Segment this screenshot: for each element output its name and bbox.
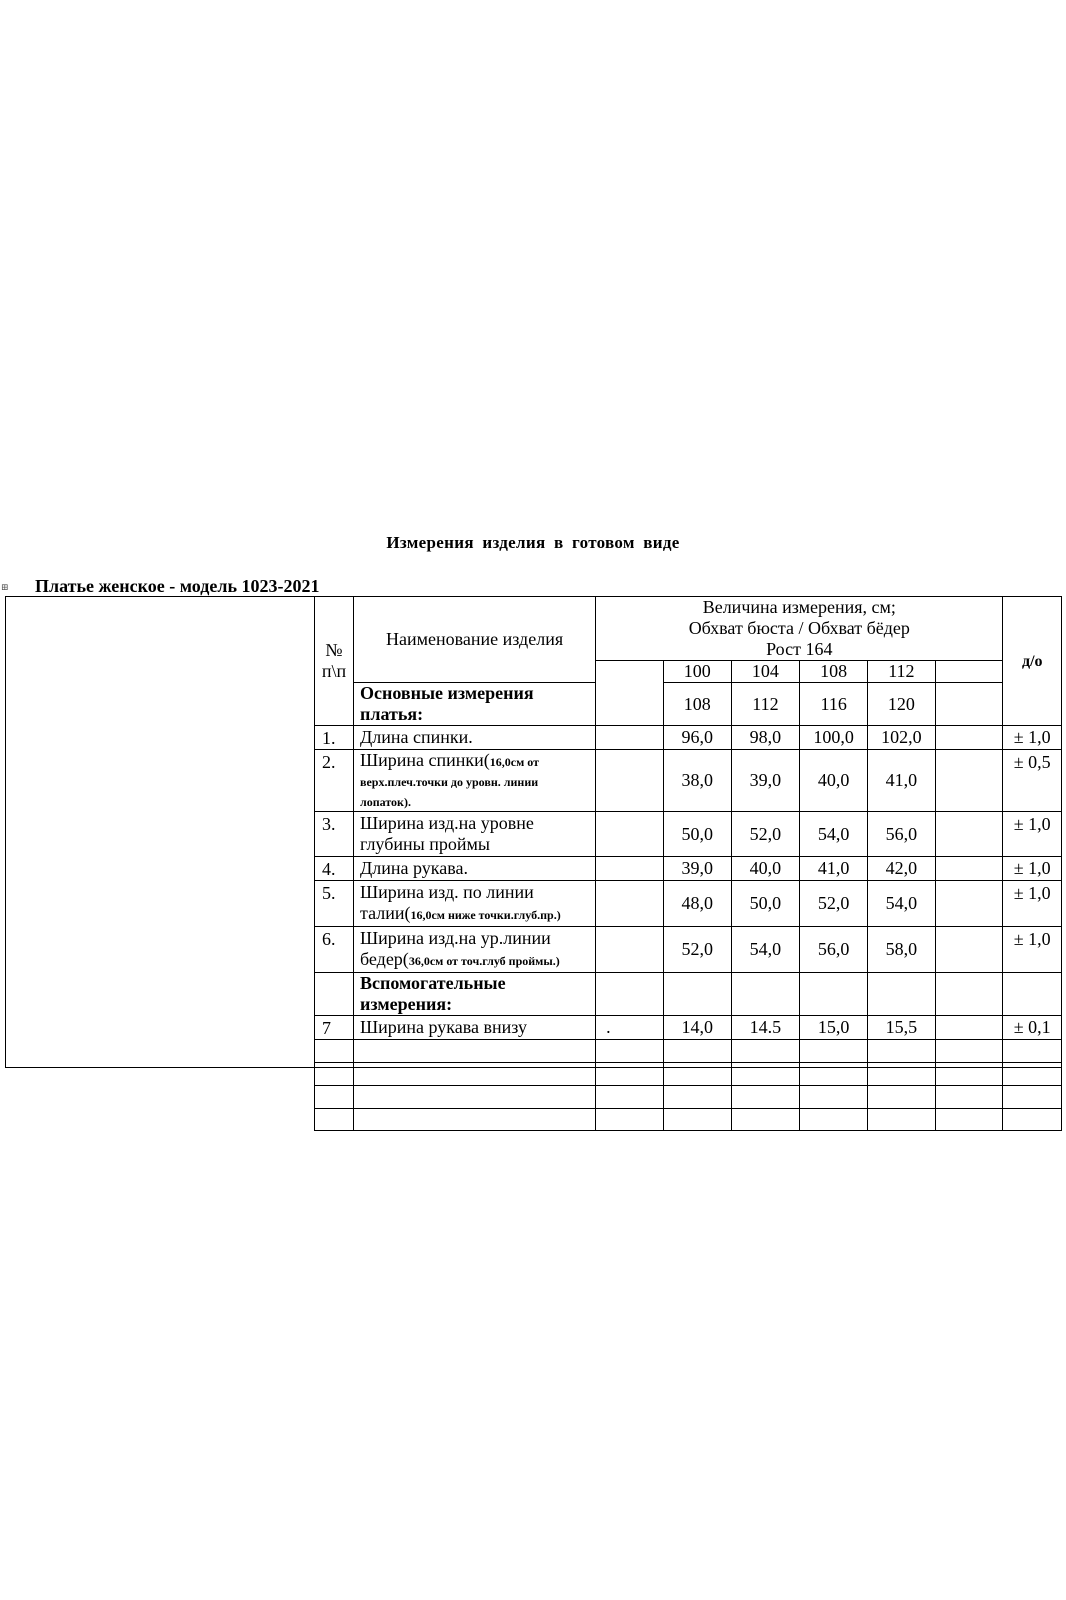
row-number: 1. <box>315 726 354 750</box>
empty-row <box>315 1086 1062 1109</box>
row-value: 42,0 <box>868 857 936 881</box>
row-value: 52,0 <box>663 927 731 973</box>
row-name: Длина рукава. <box>353 857 595 881</box>
hip-size: 112 <box>731 683 800 726</box>
row-name-cell <box>353 750 595 812</box>
row-value: 14,0 <box>663 1016 731 1040</box>
row-value: 41,0 <box>800 857 868 881</box>
row-value: 54,0 <box>868 881 936 927</box>
row-value: 39,0 <box>663 857 731 881</box>
row-value: 15,0 <box>800 1016 868 1040</box>
row-value: 40,0 <box>731 857 800 881</box>
row-name: Ширина изд.на уровне глубины проймы <box>353 812 595 857</box>
row-value: 38,0 <box>663 750 731 812</box>
row-name-cell <box>353 927 595 973</box>
row-value: 50,0 <box>663 812 731 857</box>
row-value: 58,0 <box>868 927 936 973</box>
hip-size: 108 <box>663 683 731 726</box>
row-note: 36,0см от точ.глуб проймы.) <box>408 954 560 968</box>
row-value: 52,0 <box>800 881 868 927</box>
row-value: 40,0 <box>800 750 868 812</box>
row-value: 102,0 <box>868 726 936 750</box>
row-number: 2. <box>315 750 354 812</box>
row-name-cell <box>353 881 595 927</box>
table-row <box>315 750 1062 812</box>
row-value: 15,5 <box>868 1016 936 1040</box>
row-name: Ширина спинки( <box>359 750 490 770</box>
table-row <box>315 881 1062 927</box>
bust-size: 100 <box>663 661 731 683</box>
bust-size: 108 <box>800 661 868 683</box>
table-row <box>315 812 1062 857</box>
row-value: 54,0 <box>731 927 800 973</box>
row-name: Ширина рукава внизу <box>353 1016 595 1040</box>
row-value: 56,0 <box>800 927 868 973</box>
row-tolerance: ± 1,0 <box>1003 927 1062 973</box>
header-measure <box>596 597 1003 661</box>
row-number: 7 <box>315 1016 354 1040</box>
row-number: 4. <box>315 857 354 881</box>
row-value: 54,0 <box>800 812 868 857</box>
row-note: 16,0см ниже точки.глуб.пр.) <box>410 908 561 922</box>
row-name: Ширина изд. по линии талии( <box>359 882 534 923</box>
hip-size: 116 <box>800 683 868 726</box>
row-tolerance: ± 1,0 <box>1003 857 1062 881</box>
table-row <box>315 927 1062 973</box>
row-value: 56,0 <box>868 812 936 857</box>
row-value: 52,0 <box>731 812 800 857</box>
row-value: 50,0 <box>731 881 800 927</box>
bust-size: 104 <box>731 661 800 683</box>
table-row <box>315 1016 1062 1040</box>
empty-row <box>315 1040 1062 1063</box>
row-value: 39,0 <box>731 750 800 812</box>
row-value: 100,0 <box>800 726 868 750</box>
header-measure-line3: Рост 164 <box>766 639 833 659</box>
table-row <box>315 973 1062 1016</box>
empty-row <box>315 1063 1062 1086</box>
row-tolerance: ± 1,0 <box>1003 812 1062 857</box>
hip-size: 120 <box>868 683 936 726</box>
row-number: 3. <box>315 812 354 857</box>
table-row <box>315 726 1062 750</box>
bust-size: 112 <box>868 661 936 683</box>
row-number: 5. <box>315 881 354 927</box>
aux-section-label: Вспомогательные измерения: <box>353 973 595 1016</box>
document-title: Измерения изделия в готовом виде <box>386 533 680 552</box>
row-value: 41,0 <box>868 750 936 812</box>
row-value: 14.5 <box>731 1016 800 1040</box>
row-mark: . <box>596 1016 664 1040</box>
header-num: № п\п <box>315 597 354 726</box>
row-tolerance: ± 0,5 <box>1003 750 1062 812</box>
model-title: Платье женское - модель 1023-2021 <box>35 576 320 596</box>
row-name: Ширина изд.на ур.линии бедер( <box>359 928 551 969</box>
row-value: 48,0 <box>663 881 731 927</box>
main-section-label: Основные измерения платья: <box>353 683 595 726</box>
row-number: 6. <box>315 927 354 973</box>
row-note: 16,0см от верх.плеч.точки до уровн. линии лопаток). <box>359 755 540 809</box>
empty-row <box>315 1109 1062 1131</box>
table-row <box>315 857 1062 881</box>
row-tolerance: ± 1,0 <box>1003 726 1062 750</box>
header-measure-line1: Величина измерения, см; <box>702 597 896 617</box>
header-name: Наименование изделия <box>353 597 595 683</box>
measurements-table <box>314 596 1062 1131</box>
header-tolerance: д/о <box>1003 597 1062 726</box>
row-value: 98,0 <box>731 726 800 750</box>
row-value: 96,0 <box>663 726 731 750</box>
header-measure-line2: Обхват бюста / Обхват бёдер <box>688 618 910 638</box>
anchor-icon: ⊞ <box>1 582 9 592</box>
row-tolerance: ± 0,1 <box>1003 1016 1062 1040</box>
row-tolerance: ± 1,0 <box>1003 881 1062 927</box>
row-name: Длина спинки. <box>353 726 595 750</box>
